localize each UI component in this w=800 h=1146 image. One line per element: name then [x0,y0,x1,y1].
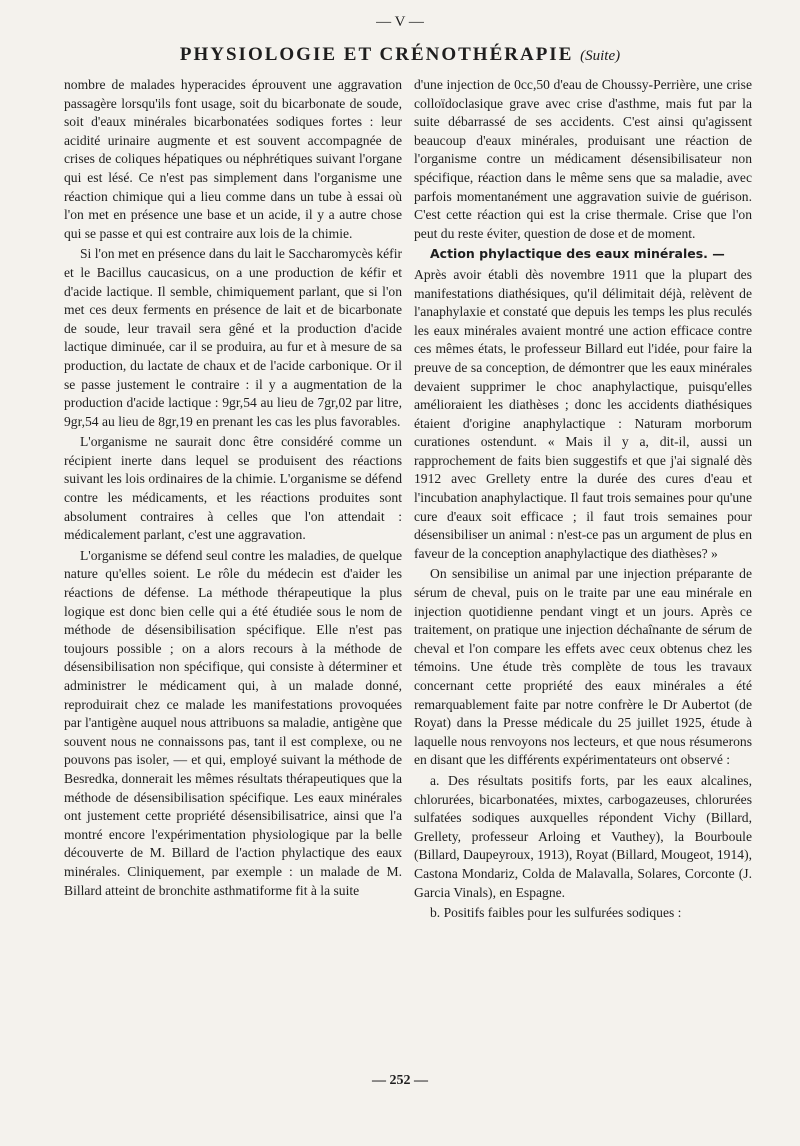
right-paragraph-1: d'une injection de 0cc,50 d'eau de Choussy-Perrière, une crise colloïdoclasique grave avec crise d'asthme, mais fut par la suite débarrassé de ses accidents. C'est ainsi qu'agissent beaucoup d'eaux minérales, produisant une réaction de l'organisme contre un médicament désensibilisateur non spécifique, réaction dans le même sens que sa maladie, avec parfois momentanément une aggravation suivie de guérison. C'est cette réaction qui est la crise thermale. Crise que l'on peut du reste éviter, question de dose et de moment. [414,77,752,241]
page-number: — 252 — [372,1073,428,1088]
right-column [414,76,752,923]
left-paragraph-3: L'organisme ne saurait donc être considéré comme un récipient inerte dans lequel se produisent des réactions suivant les lois ordinaires de la chimie. L'organisme se défend contre les médicaments, et les réactions produites sont absolument contraires à celles que l'on attendait : médicalement parlant, c'est une aggravation. [64,434,402,543]
page-title [0,44,800,66]
title-text: PHYSIOLOGIE ET CRÉNOTHÉRAPIE [179,44,574,65]
section-heading: Action phylactique des eaux minérales. — [430,246,725,262]
list-item-a: a. Des résultats positifs forts, par les eaux alcalines, chlorurées, bicarbonatées, mixtes, carbogazeuses, chlorurées sulfatées sodiques auxquelles répondent Vichy (Billard, Grellety, professeur Arloing et Vauthey), la Bourboule (Billard, Daupeyroux, 1913), Royat (Billard, Mougeot, 1914), Castona Mondariz, Colda de Malavalla, Solares, Corconte (J. Garcia Vinals), en Espagne. [414,772,752,900]
left-paragraph-1: nombre de malades hyperacides éprouvent une aggravation passagère lorsqu'ils font usage, soit du bicarbonate de soude, soit d'eaux minérales bicarbonatées sodiques fortes : leur acidité urinaire augmente et est souvent accompagnée de crises de coliques hépatiques ou néphrétiques suivant l'organe qui est lésé. Ce n'est pas simplement dans l'organisme une réaction chimique qui a lieu comme dans un tube à essai où l'on met en présence une base et un acide, il y a autre chose qui se passe et qui est contraire aux lois de la chimie. [64,77,402,241]
right-paragraph-3: On sensibilise un animal par une injection préparante de sérum de cheval, puis on le traite par une eau minérale en injection quotidienne pendant vingt et un jours. Après ce traitement, on pratique une injection déchaînante de sérum de cheval et l'on compare les effets avec ceux obtenus chez les témoins. Une étude très complète de tous les travaux concernant cette propriété des eaux minérales a été remarquablement faite par notre confrère le Dr Aubertot (de Royat) dans la Presse médicale du 25 juillet 1925, étude à laquelle nous renvoyons nos lecteurs, et que nous résumerons en disant que les différents expérimentateurs ont observé : [414,566,752,768]
left-column [64,76,402,900]
section-roman-numeral: — V — [376,14,424,30]
left-paragraph-2: Si l'on met en présence dans du lait le Saccharomycès kéfir et le Bacillus caucasicus, on a une production de kéfir et d'acide lactique. Il semble, chimiquement parlant, que si l'on met ces deux ferments en présence de lait et de bicarbonate de soude, leur travail sera gêné et la production d'acide lactique diminuée, car il se produira, au fur et à mesure de sa production, du lactate de chaux et de l'acide carbonique. Or il se passe justement le contraire : il y a augmentation de la production d'acide lactique : 9gr,54 au lieu de 7gr,02 par litre, 9gr,54 au lieu de 8gr,19 en prenant les cas les plus favorables. [64,246,402,429]
right-paragraph-2: Après avoir établi dès novembre 1911 que la plupart des manifestations diathésiques, qu'il délimitait déjà, relèvent de l'anaphylaxie et constaté que depuis les temps les plus reculés les eaux minérales avaient montré une action efficace contre ces mêmes états, le professeur Billard eut l'idée, pour faire la preuve de sa conception, de démontrer que les eaux minérales devaient supprimer le choc anaphylactique, puisqu'elles amélioraient les diathèses ; donc les accidents diathésiques étaient d'origine anaphylactique : Naturam morborum curationes ostendunt. « Mais il y a, dit-il, aussi un rapprochement de faits bien suggestifs et que j'ai signalé dès 1912 avec Grellety entre la durée des cures d'eau et l'incubation anaphylactique. Il faut trois semaines pour qu'une cure d'eaux soit efficace ; il faut trois semaines pour désensibiliser un animal : n'est-ce pas un argument de plus en faveur de la conception anaphylactique des diathèses? » [414,266,752,561]
list-item-b: b. Positifs faibles pour les sulfurées sodiques : [430,905,682,921]
title-suite: (Suite) [580,48,621,64]
left-paragraph-4: L'organisme se défend seul contre les maladies, de quelque nature qu'elles soient. Le rôle du médecin est d'aider les réactions de défense. La méthode thérapeutique la plus logique est donc bien celle qui a été étudiée sous le nom de méthode de désensibilisation spécifique. Elle n'est pas toujours possible ; on a alors recours à la méthode de désensibilisation non spécifique, qui consiste à déterminer et administrer le médicament qui, à un malade donné, reproduirait chez ce malade les manifestations provoquées par l'antigène auquel nous attribuons sa maladie, antigène que souvent nous ne connaissons pas, tant il est complexe, ou ne pouvons pas isoler, — et qui, employé suivant la méthode de Besredka, donnerait les mêmes résultats thérapeutiques que la méthode de désensibilisation spécifique. Les eaux minérales ont justement cette propriété désensibilisatrice, ainsi que l'a montré encore l'expérimentation physiologique par la belle découverte de M. Billard de l'action phylactique des eaux minérales. Cliniquement, par exemple : un malade de M. Billard atteint de bronchite asthmatiforme fit à la suite [64,547,402,898]
